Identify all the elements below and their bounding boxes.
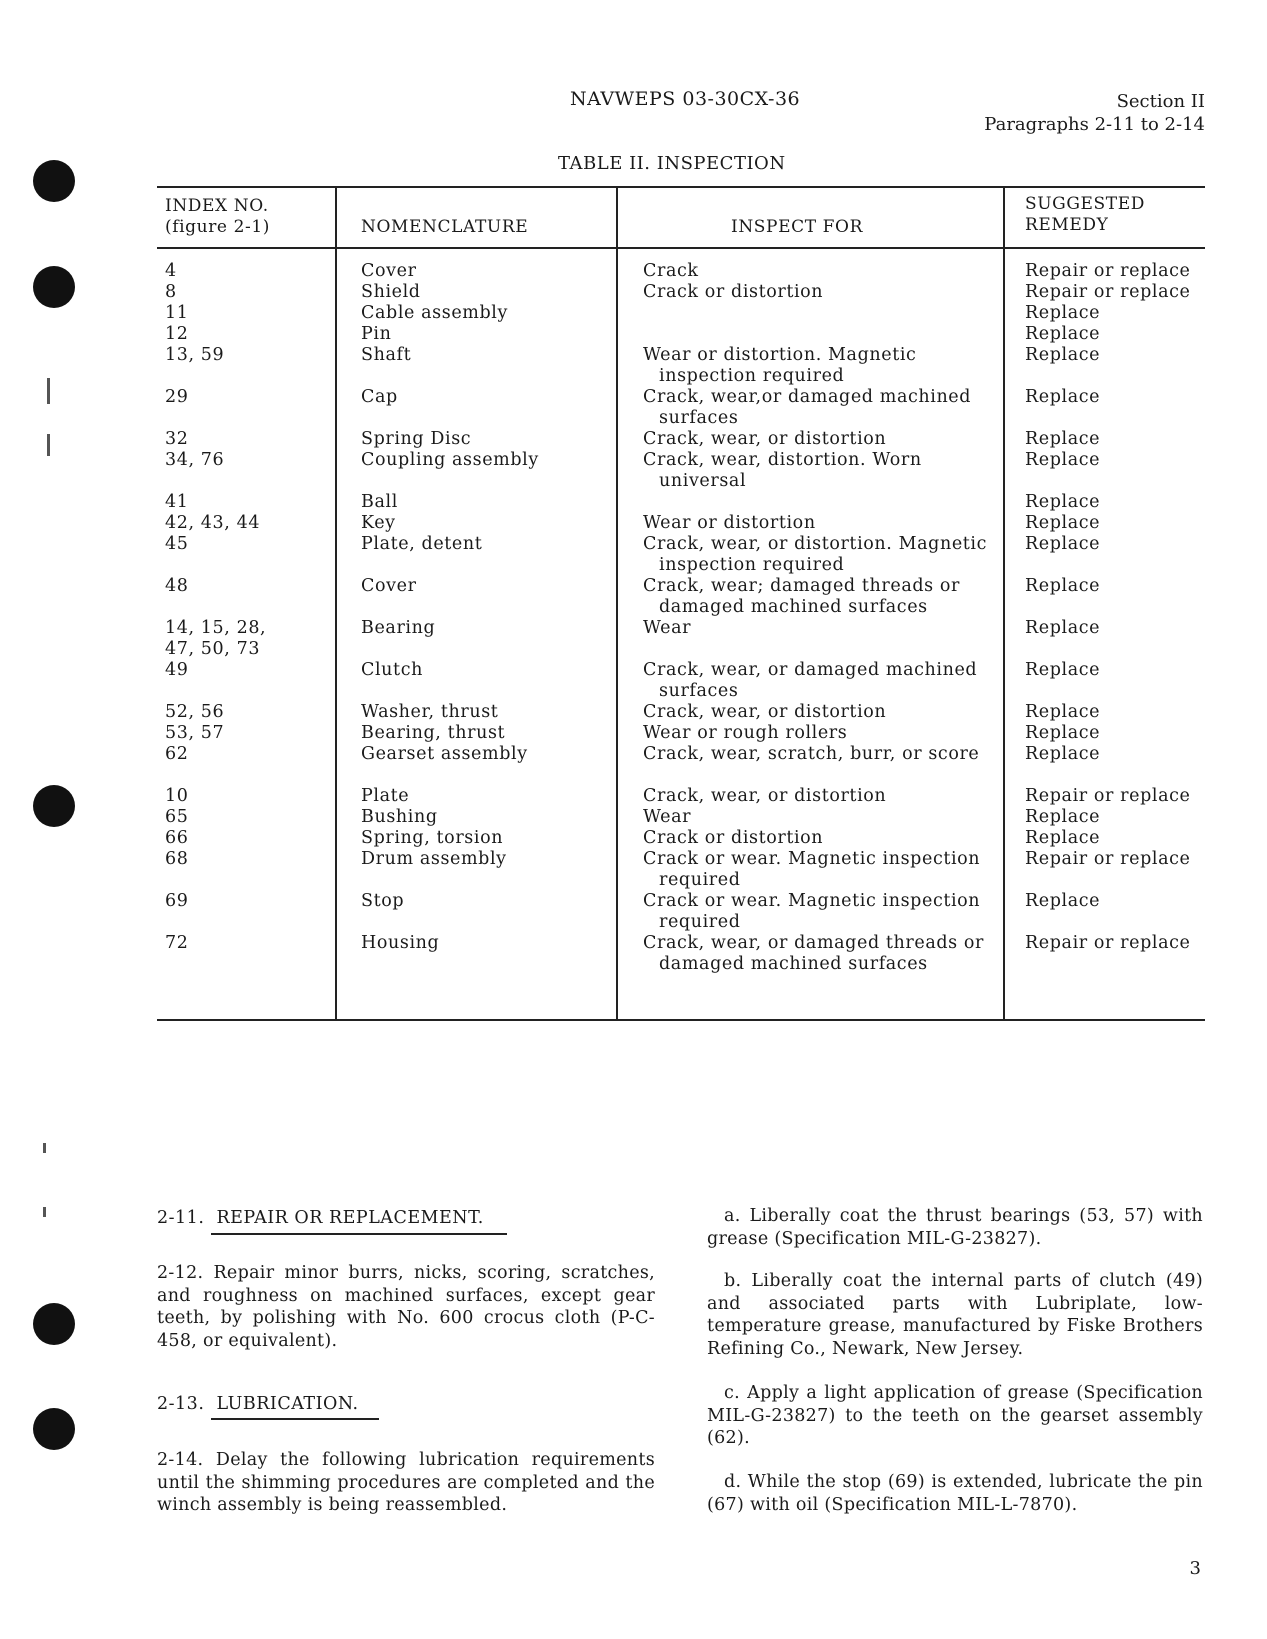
cell-nomenclature: Washer, thrust [361,702,499,722]
binder-hole [33,785,75,827]
cell-remedy: Replace [1025,492,1101,512]
cell-inspect-for: Crack, wear, or damaged machined surfaces [643,660,978,701]
cell-remedy: Replace [1025,513,1101,533]
cell-remedy: Replace [1025,702,1101,722]
index-text: 14, 15, 28, [165,618,267,638]
cell-remedy: Repair or replace [1025,849,1191,869]
column-divider [616,186,618,1021]
cell-inspect-for: Crack or wear. Magnetic inspection required [643,891,981,932]
cell-remedy: Replace [1025,324,1101,344]
document-id: NAVWEPS 03-30CX-36 [570,88,801,110]
inspection-table [157,186,1205,1021]
table-top-rule [157,186,1205,188]
cell-nomenclature: Key [361,513,396,533]
step-a: a. Liberally coat the thrust bearings (53, 57) with grease (Specification MIL-G-23827). [707,1206,1203,1249]
cell-nomenclature: Coupling assembly [361,450,539,470]
cell-index [165,282,325,303]
cell-remedy: Repair or replace [1025,261,1191,281]
cell-nomenclature: Shaft [361,345,412,365]
cell-index [165,828,325,849]
index-text: 34, 76 [165,450,225,470]
binder-hole [33,1303,75,1345]
cell-inspect-for: Crack or distortion [643,828,824,848]
binder-hole [33,266,75,308]
cell-index [165,261,325,282]
header-remedy-line2: REMEDY [1025,215,1109,235]
cell-nomenclature: Clutch [361,660,423,680]
index-text: 10 [165,786,189,806]
cell-index [165,618,325,660]
index-text: 29 [165,387,189,407]
header-inspect-for: INSPECT FOR [731,217,863,237]
header-remedy [1025,194,1145,236]
index-text: 32 [165,429,189,449]
index-text: 48 [165,576,189,596]
index-text: 65 [165,807,189,827]
heading-underline [211,1418,379,1420]
cell-remedy: Replace [1025,576,1101,596]
cell-index [165,387,325,408]
cell-nomenclature: Housing [361,933,440,953]
cell-remedy: Replace [1025,534,1101,554]
cell-inspect-for: Crack, wear; damaged threads or damaged machined surfaces [643,576,961,617]
cell-nomenclature: Cover [361,261,417,281]
margin-mark [43,1143,46,1153]
index-text: 52, 56 [165,702,225,722]
cell-nomenclature: Cover [361,576,417,596]
cell-remedy: Repair or replace [1025,786,1191,806]
header-index-line1: INDEX NO. [165,196,269,216]
cell-nomenclature: Bushing [361,807,438,827]
cell-inspect-for: Crack, wear, or distortion. Magnetic inspection required [643,534,988,575]
cell-index [165,513,325,534]
cell-remedy: Repair or replace [1025,933,1191,953]
cell-inspect-for: Crack, wear, or distortion [643,702,887,722]
table-title: TABLE II. INSPECTION [558,153,786,174]
cell-remedy: Repair or replace [1025,282,1191,302]
table-bottom-rule [157,1019,1205,1021]
cell-index [165,744,325,765]
index-text: 42, 43, 44 [165,513,261,533]
column-divider [335,186,337,1021]
cell-inspect-for: Crack, wear, or damaged threads or damaged machined surfaces [643,933,985,974]
cell-index [165,492,325,513]
cell-index [165,450,325,471]
cell-inspect-for: Crack, wear, distortion. Worn universal [643,450,922,491]
margin-mark [43,1207,46,1217]
cell-inspect-for: Wear [643,807,692,827]
paragraph-number: 2-13. [157,1394,205,1414]
paragraph-title: LUBRICATION. [216,1394,359,1414]
cell-index [165,702,325,723]
cell-index [165,933,325,954]
cell-nomenclature: Pin [361,324,392,344]
cell-index [165,849,325,870]
paragraph-2-11-heading [157,1208,484,1228]
cell-nomenclature: Stop [361,891,405,911]
index-text: 8 [165,282,177,302]
paragraph-2-13-heading [157,1394,359,1414]
cell-inspect-for: Crack or wear. Magnetic inspection required [643,849,981,890]
index-text: 4 [165,261,177,281]
cell-nomenclature: Spring, torsion [361,828,504,848]
index-text: 72 [165,933,189,953]
index-text: 66 [165,828,189,848]
cell-inspect-for: Crack [643,261,699,281]
cell-nomenclature: Plate [361,786,410,806]
cell-nomenclature: Plate, detent [361,534,483,554]
cell-remedy: Replace [1025,345,1101,365]
step-b: b. Liberally coat the internal parts of clutch (49) and associated parts with Lubriplate, low-temperature grease, manufactured by Fiske Brothers Refining Co., Newark, New Jersey. [707,1271,1203,1359]
cell-remedy: Replace [1025,807,1101,827]
cell-nomenclature: Gearset assembly [361,744,528,764]
header-index-line2: (figure 2-1) [165,217,270,237]
index-text: 53, 57 [165,723,225,743]
cell-nomenclature: Spring Disc [361,429,472,449]
index-text-continued: 47, 50, 73 [165,639,261,659]
cell-nomenclature: Cable assembly [361,303,508,323]
cell-index [165,345,325,366]
cell-inspect-for: Crack, wear, scratch, burr, or score [643,744,980,764]
margin-mark [47,378,50,404]
cell-index [165,429,325,450]
margin-mark [47,434,50,456]
index-text: 41 [165,492,189,512]
cell-remedy: Replace [1025,723,1101,743]
index-text: 62 [165,744,189,764]
header-nomenclature: NOMENCLATURE [361,217,529,237]
cell-remedy: Replace [1025,387,1101,407]
paragraph-2-12: 2-12. Repair minor burrs, nicks, scoring, scratches, and roughness on machined surfaces, except gear teeth, by polishing with No. 600 crocus cloth (P-C-458, or equivalent). [157,1263,655,1351]
cell-remedy: Replace [1025,660,1101,680]
paragraph-range: Paragraphs 2-11 to 2-14 [984,114,1205,135]
cell-index [165,324,325,345]
cell-inspect-for: Crack, wear, or distortion [643,786,887,806]
page-number: 3 [1189,1558,1201,1579]
cell-nomenclature: Shield [361,282,421,302]
index-text: 13, 59 [165,345,225,365]
cell-nomenclature: Ball [361,492,398,512]
paragraph-number: 2-11. [157,1208,205,1228]
binder-hole [33,1408,75,1450]
cell-remedy: Replace [1025,429,1101,449]
cell-remedy: Replace [1025,744,1101,764]
cell-index [165,723,325,744]
cell-inspect-for: Crack or distortion [643,282,824,302]
cell-remedy: Replace [1025,828,1101,848]
index-text: 68 [165,849,189,869]
index-text: 12 [165,324,189,344]
column-divider [1003,186,1005,1021]
cell-inspect-for: Wear [643,618,692,638]
paragraph-2-14: 2-14. Delay the following lubrication requirements until the shimming procedures are completed and the winch assembly is being reassembled. [157,1450,655,1515]
index-text: 49 [165,660,189,680]
cell-index [165,303,325,324]
paragraph-title: REPAIR OR REPLACEMENT. [216,1208,484,1228]
cell-inspect-for: Wear or distortion [643,513,816,533]
cell-remedy: Replace [1025,891,1101,911]
header-remedy-line1: SUGGESTED [1025,194,1145,214]
cell-index [165,534,325,555]
cell-remedy: Replace [1025,618,1101,638]
cell-nomenclature: Drum assembly [361,849,507,869]
index-text: 69 [165,891,189,911]
step-d: d. While the stop (69) is extended, lubricate the pin (67) with oil (Specification MIL-L-7870). [707,1472,1203,1515]
table-header-rule [157,247,1205,249]
cell-remedy: Replace [1025,450,1101,470]
cell-inspect-for: Wear or rough rollers [643,723,848,743]
cell-index [165,576,325,597]
binder-hole [33,160,75,202]
index-text: 45 [165,534,189,554]
cell-index [165,807,325,828]
cell-inspect-for: Wear or distortion. Magnetic inspection required [643,345,917,386]
cell-inspect-for: Crack, wear,or damaged machined surfaces [643,387,972,428]
cell-nomenclature: Cap [361,387,398,407]
cell-index [165,891,325,912]
cell-nomenclature: Bearing, thrust [361,723,506,743]
header-index [165,196,270,238]
cell-index [165,786,325,807]
cell-remedy: Replace [1025,303,1101,323]
section-reference [984,90,1205,136]
cell-inspect-for: Crack, wear, or distortion [643,429,887,449]
section-label: Section II [1116,91,1205,112]
step-c: c. Apply a light application of grease (Specification MIL-G-23827) to the teeth on the gearset assembly (62). [707,1383,1203,1448]
cell-nomenclature: Bearing [361,618,436,638]
index-text: 11 [165,303,189,323]
heading-underline [211,1233,507,1235]
cell-index [165,660,325,681]
